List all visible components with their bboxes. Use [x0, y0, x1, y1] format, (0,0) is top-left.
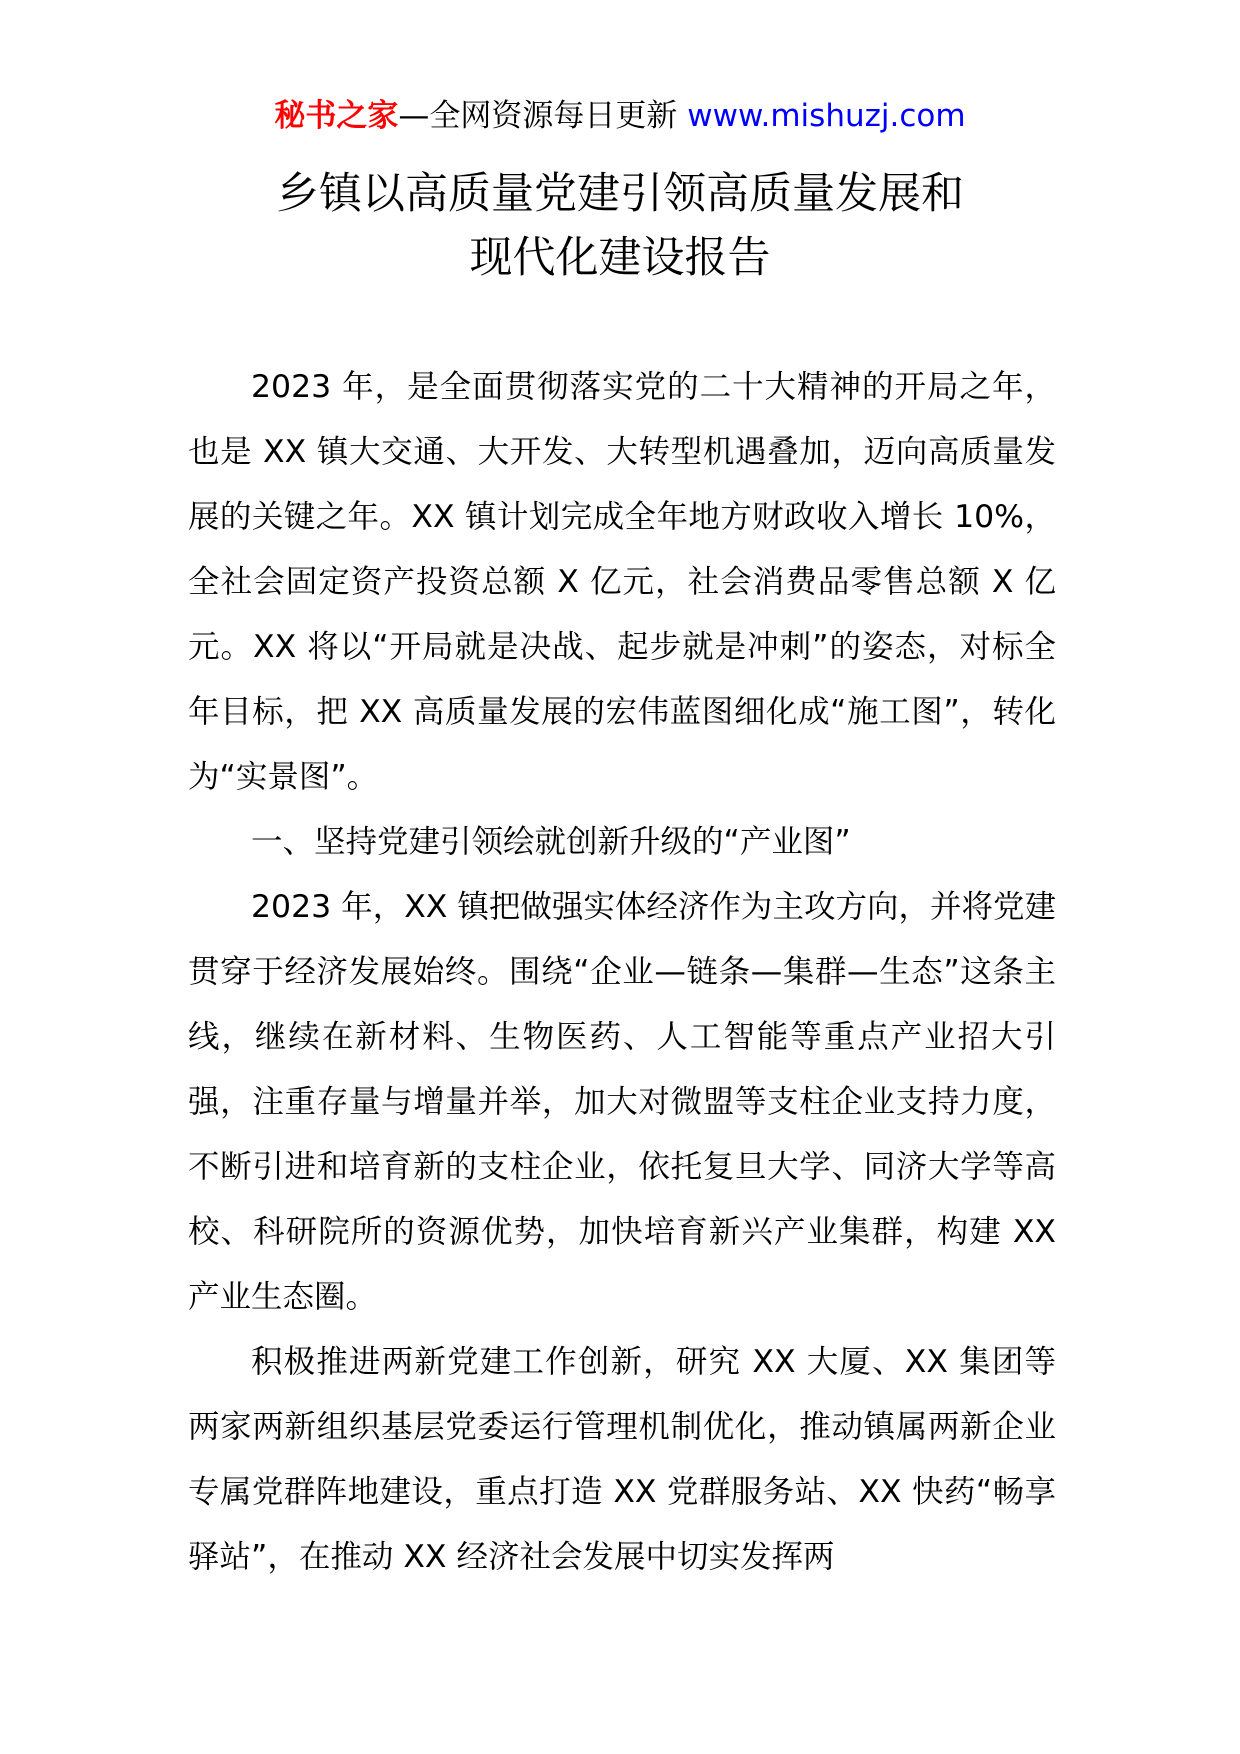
section-heading-1: 一、坚持党建引领绘就创新升级的“产业图” [251, 824, 851, 860]
site-url-link[interactable]: www.mishuzj.com [687, 98, 966, 134]
site-header [0, 96, 1240, 136]
document-title [0, 162, 1240, 290]
title-line-2: 现代化建设报告 [469, 233, 771, 283]
document-body [188, 355, 1056, 1590]
brand-name: 秘书之家 [274, 98, 399, 134]
header-tagline: —全网资源每日更新 [398, 98, 678, 134]
paragraph-party-building: 积极推进两新党建工作创新，研究 XX 大厦、XX 集团等两家两新组织基层党委运行管理机制优化，推动镇属两新企业专属党群阵地建设，重点打造 XX 党群服务站、XX 快药“畅享驿站”，在推动 XX 经济社会发展中切实发挥两 [188, 1344, 1056, 1575]
title-line-1: 乡镇以高质量党建引领高质量发展和 [276, 169, 964, 219]
paragraph-intro: 2023 年，是全面贯彻落实党的二十大精神的开局之年，也是 XX 镇大交通、大开发、大转型机遇叠加，迈向高质量发展的关键之年。XX 镇计划完成全年地方财政收入增长 10%，全社会固定资产投资总额 X 亿元，社会消费品零售总额 X 亿元。XX 将以“开局就是决战、起步就是冲刺”的姿态，对标全年目标，把 XX 高质量发展的宏伟蓝图细化成“施工图”，转化为“实景图”。 [188, 369, 1056, 795]
paragraph-industry: 2023 年，XX 镇把做强实体经济作为主攻方向，并将党建贯穿于经济发展始终。围绕“企业—链条—集群—生态”这条主线，继续在新材料、生物医药、人工智能等重点产业招大引强，注重存量与增量并举，加大对微盟等支柱企业支持力度，不断引进和培育新的支柱企业，依托复旦大学、同济大学等高校、科研院所的资源优势，加快培育新兴产业集群，构建 XX 产业生态圈。 [188, 889, 1056, 1315]
